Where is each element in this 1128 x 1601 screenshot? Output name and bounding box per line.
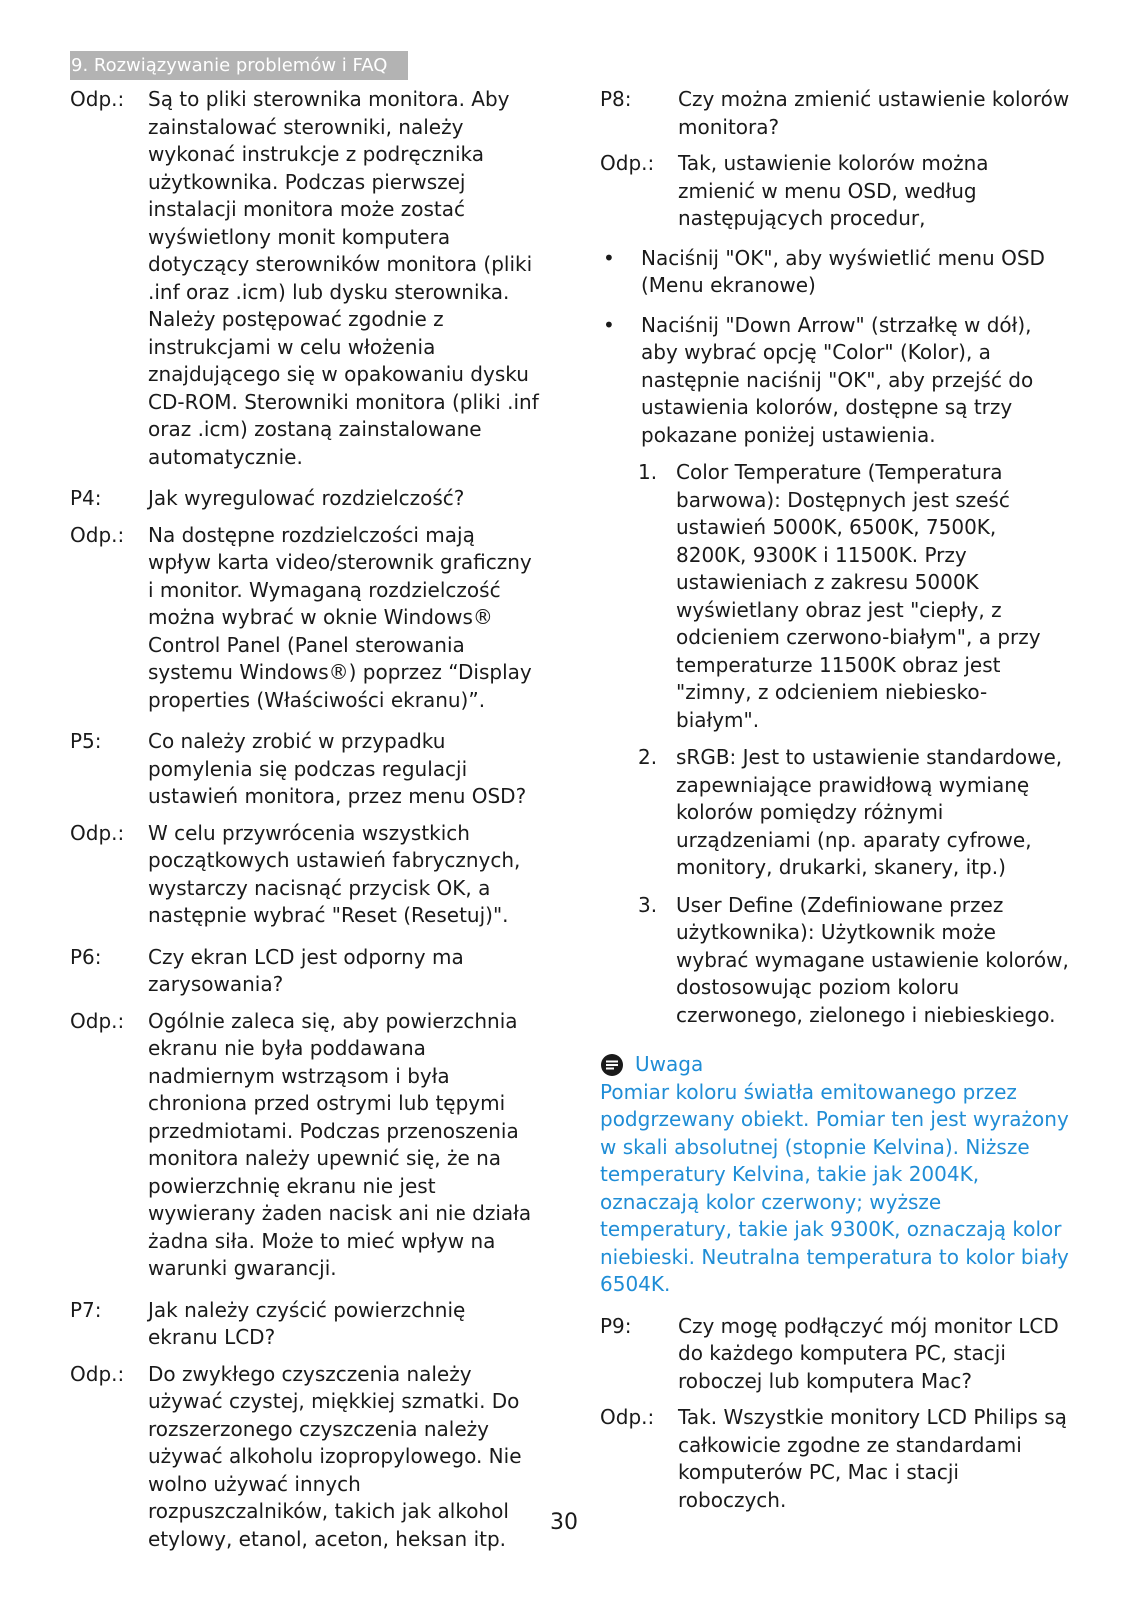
question-text: Jak należy czyścić powierzchnię ekranu LCD?	[148, 1297, 466, 1349]
question-text: Czy mogę podłączyć mój monitor LCD do każdego komputera PC, stacji roboczej lub komputera Mac?	[678, 1313, 1059, 1393]
question-text: Czy można zmienić ustawienie kolorów monitora?	[678, 87, 1070, 139]
answer-text: W celu przywrócenia wszystkich początkowych ustawień fabrycznych, wystarczy nacisnąć przycisk OK, a następnie wybrać "Reset (Resetuj)".	[148, 820, 521, 927]
question-text: Co należy zrobić w przypadku pomylenia się podczas regulacji ustawień monitora, przez menu OSD?	[148, 729, 527, 808]
question-label: P4:	[70, 486, 102, 510]
question-p9	[600, 1313, 1070, 1396]
question-text: Czy ekran LCD jest odporny ma zarysowania?	[148, 944, 464, 996]
right-column	[600, 86, 1070, 1514]
note-text: Pomiar koloru światła emitowanego przez podgrzewany obiekt. Pomiar ten jest wyrażony w skali absolutnej (stopnie Kelvina). Niższe temperatury Kelvina, takie jak 2004K, oznaczają kolor czerwony; wyższe temperatury, takie jak 9300K, oznaczają kolor niebieski. Neutralna temperatura to kolor biały 6504K.	[600, 1079, 1069, 1296]
question-p6	[70, 944, 540, 999]
question-label: P8:	[600, 87, 632, 111]
answer-label: Odp.:	[600, 1405, 655, 1429]
answer-label: Odp.:	[70, 1361, 125, 1386]
answer-label: Odp.:	[70, 87, 125, 111]
question-p4	[70, 485, 540, 513]
numbered-item	[600, 892, 1070, 1030]
question-p8	[600, 86, 1070, 141]
item-number: 3.	[638, 892, 658, 917]
answer-p8	[600, 150, 1070, 233]
bullet-text: Naciśnij "Down Arrow" (strzałkę w dół), aby wybrać opcję "Color" (Kolor), a następnie naciśnij "OK", aby przejść do ustawienia kolorów, dostępne są trzy pokazane poniżej ustawienia.	[641, 312, 1034, 447]
page-number: 30	[550, 1510, 578, 1535]
bullet-item	[600, 312, 1070, 450]
question-p5	[70, 728, 540, 811]
bullet-mark: •	[603, 312, 615, 337]
left-column	[70, 86, 540, 1553]
item-number: 1.	[638, 460, 658, 484]
answer-text: Do zwykłego czyszczenia należy używać czystej, miękkiej szmatki. Do rozszerzonego czyszczenia należy używać alkoholu izopropylowego. Nie wolno używać innych rozpuszczalników, takich jak alkohol etylowy, etanol, aceton, heksan itp.	[148, 1361, 522, 1551]
question-label: P9:	[600, 1313, 632, 1338]
answer-intro	[70, 86, 540, 471]
item-text: User Define (Zdefiniowane przez użytkownika): Użytkownik może wybrać wymagane ustawienie kolorów, dostosowując poziom koloru czerwonego, zielonego i niebieskiego.	[676, 892, 1069, 1027]
answer-label: Odp.:	[70, 1008, 125, 1033]
answer-p9	[600, 1404, 1070, 1514]
numbered-item	[600, 459, 1070, 734]
question-label: P7:	[70, 1297, 102, 1322]
answer-label: Odp.:	[600, 151, 655, 175]
answer-p4	[70, 522, 540, 715]
note-icon	[600, 1053, 624, 1077]
answer-text: Tak, ustawienie kolorów można zmienić w menu OSD, według następujących procedur,	[678, 151, 989, 230]
answer-label: Odp.:	[70, 522, 125, 547]
question-text: Jak wyregulować rozdzielczość?	[148, 486, 465, 510]
question-label: P5:	[70, 729, 102, 753]
answer-p6	[70, 1008, 540, 1283]
answer-text: Ogólnie zaleca się, aby powierzchnia ekranu nie była poddawana nadmiernym wstrząsom i była chroniona przed ostrymi lub tępymi przedmiotami. Podczas przenoszenia monitora należy upewnić się, że na powierzchnię ekranu nie jest wywierany żaden nacisk ani nie działa żadna siła. Może to mieć wpływ na warunki gwarancji.	[148, 1008, 532, 1280]
bullet-mark: •	[603, 245, 615, 270]
item-text: Color Temperature (Temperatura barwowa): Dostępnych jest sześć ustawień 5000K, 6500K, 7500K, 8200K, 9300K i 11500K. Przy ustawieniach z zakresu 5000K wyświetlany obraz jest "ciepły, z odcieniem czerwono-białym", a przy temperaturze 11500K obraz jest "zimny, z odcieniem niebiesko-białym".	[676, 460, 1041, 732]
item-text: sRGB: Jest to ustawienie standardowe, zapewniające prawidłową wymianę kolorów pomiędzy różnymi urządzeniami (np. aparaty cyfrowe, monitory, drukarki, skanery, itp.)	[676, 745, 1063, 879]
note-heading	[600, 1051, 1070, 1079]
question-label: P6:	[70, 944, 102, 969]
item-number: 2.	[638, 745, 658, 769]
answer-text: Są to pliki sterownika monitora. Aby zainstalować sterowniki, należy wykonać instrukcje z podręcznika użytkownika. Podczas pierwszej instalacji monitora może zostać wyświetlony monit komputera dotyczący sterowników monitora (pliki .inf oraz .icm) lub dysku sterownika. Należy postępować zgodnie z instrukcjami w celu włożenia znajdującego się w opakowaniu dysku CD-ROM. Sterowniki monitora (pliki .inf oraz .icm) zostaną zainstalowane automatycznie.	[148, 87, 539, 469]
numbered-item	[600, 744, 1070, 882]
answer-p5	[70, 820, 540, 930]
answer-text: Tak. Wszystkie monitory LCD Philips są całkowicie zgodne ze standardami komputerów PC, Mac i stacji roboczych.	[678, 1405, 1067, 1512]
question-p7	[70, 1297, 540, 1352]
bullet-item	[600, 245, 1070, 300]
note-title: Uwaga	[635, 1052, 704, 1076]
bullet-text: Naciśnij "OK", aby wyświetlić menu OSD (Menu ekranowe)	[641, 245, 1045, 297]
section-header: 9. Rozwiązywanie problemów i FAQ	[70, 51, 408, 80]
answer-label: Odp.:	[70, 820, 125, 845]
answer-text: Na dostępne rozdzielczości mają wpływ karta video/sterownik graficzny i monitor. Wymaganą rozdzielczość można wybrać w oknie Windows® Control Panel (Panel sterowania systemu Windows®) poprzez “Display properties (Właściwości ekranu)”.	[148, 522, 532, 712]
